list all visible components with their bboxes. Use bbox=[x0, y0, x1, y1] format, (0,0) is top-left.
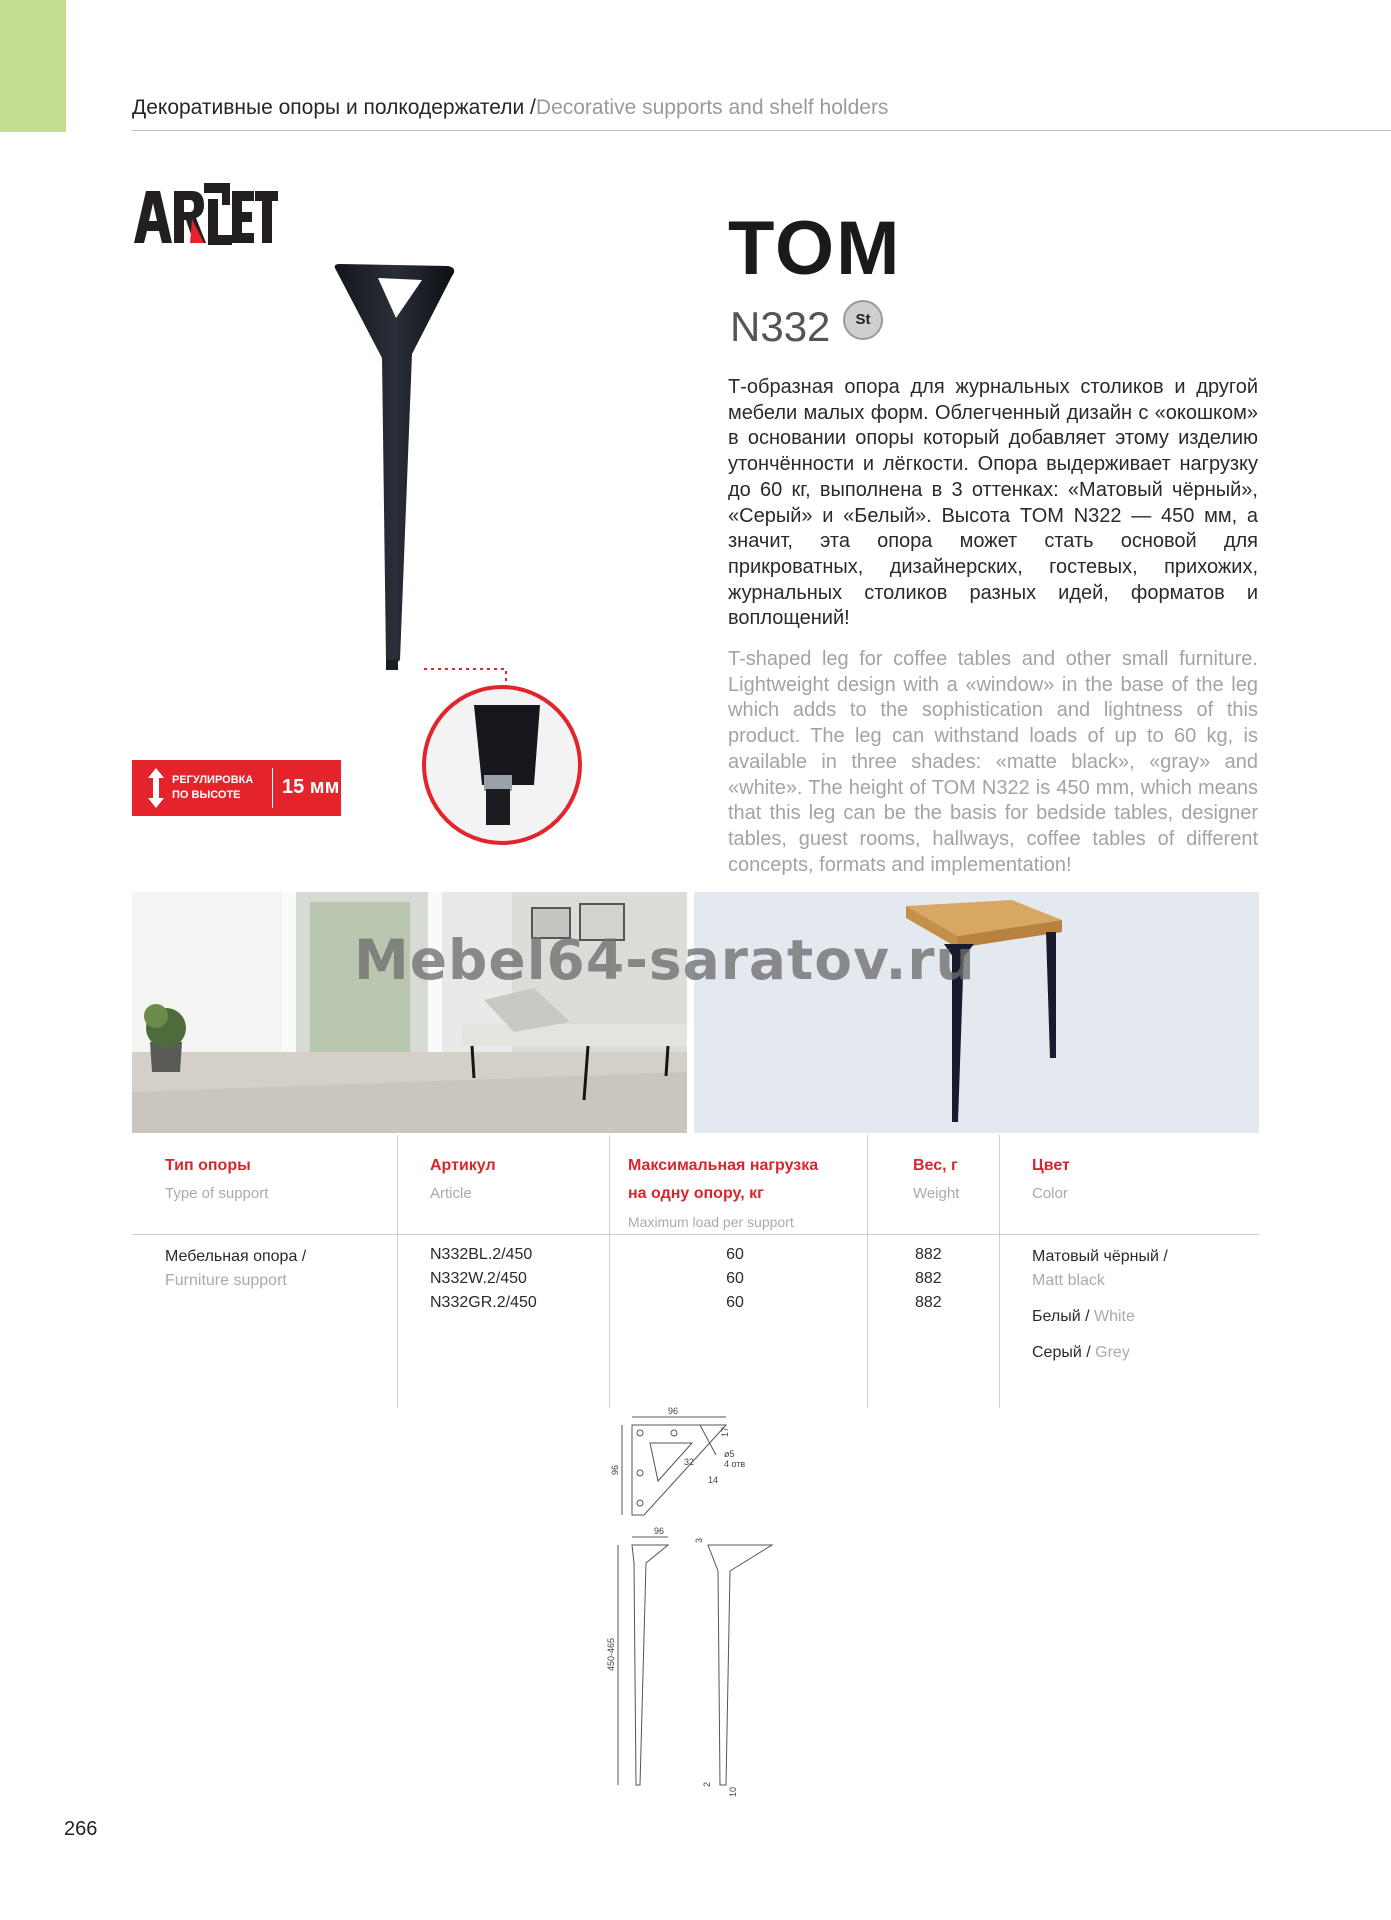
table-column-divider bbox=[999, 1135, 1000, 1408]
cell-colors bbox=[1032, 1245, 1168, 1365]
adjustment-value: 15 мм bbox=[282, 776, 340, 798]
product-title: TOM bbox=[728, 206, 902, 291]
color-grey-ru: Серый / bbox=[1032, 1344, 1091, 1361]
table-row-weight: 882 bbox=[915, 1294, 942, 1311]
table-row-load: 60 bbox=[726, 1294, 744, 1311]
color-grey-en: Grey bbox=[1095, 1344, 1130, 1361]
leveler-detail-image bbox=[422, 665, 582, 852]
up-down-arrow-icon bbox=[148, 768, 164, 808]
steel-badge: St bbox=[843, 300, 883, 340]
adjustment-label-line2: ПО ВЫСОТЕ bbox=[172, 789, 241, 801]
cell-type bbox=[165, 1245, 306, 1293]
adjustment-label-line1: РЕГУЛИРОВКА bbox=[172, 774, 254, 786]
table-row-weight: 882 bbox=[915, 1246, 942, 1263]
watermark: Mebel64-saratov.ru bbox=[354, 928, 976, 992]
color-black-ru: Матовый чёрный / bbox=[1032, 1248, 1168, 1265]
table-row-article: N332GR.2/450 bbox=[430, 1294, 537, 1311]
table-row-article: N332BL.2/450 bbox=[430, 1246, 533, 1263]
dim-foot-2: 2 bbox=[702, 1781, 712, 1787]
description-en: T-shaped leg for coffee tables and other small furniture. Lightweight design with a «window» in the base of the leg which adds to the sophistication and lightness of this product. The leg can withstand loads of up to 60 kg, is available in three shades: «matte black», «gray» and «white». The height of TOM N322 is 450 mm, which means that this leg can be the basis for bedside tables, designer tables, guest rooms, hallways, coffee tables of different concepts, formats and implementation! bbox=[728, 648, 1258, 876]
product-leg-image bbox=[330, 262, 520, 679]
dim-side-width: 96 bbox=[610, 1464, 620, 1475]
th-type-ru: Тип опоры bbox=[165, 1157, 251, 1174]
dim-height: 450-465 bbox=[606, 1637, 616, 1671]
th-weight-ru: Вес, г bbox=[913, 1157, 958, 1174]
dim-gap: 3 bbox=[694, 1537, 704, 1543]
color-white-ru: Белый / bbox=[1032, 1308, 1090, 1325]
dim-14: 14 bbox=[708, 1475, 719, 1485]
dim-17: 17 bbox=[720, 1426, 730, 1437]
th-max-load-ru-2: на одну опору, кг bbox=[628, 1185, 764, 1202]
technical-drawing bbox=[604, 1403, 804, 1808]
cell-type-en: Furniture support bbox=[165, 1272, 287, 1289]
cell-loads bbox=[610, 1243, 860, 1315]
cell-weights bbox=[915, 1243, 942, 1315]
color-white-en: White bbox=[1093, 1308, 1135, 1325]
adjustment-label bbox=[172, 773, 253, 803]
th-max-load-en: Maximum load per support bbox=[628, 1214, 794, 1230]
product-model: N332 bbox=[730, 303, 831, 350]
page-number: 266 bbox=[64, 1818, 98, 1840]
th-color bbox=[1032, 1152, 1070, 1208]
dim-hole: ø5 bbox=[724, 1449, 735, 1459]
dim-front-width: 96 bbox=[654, 1526, 665, 1536]
th-article-en: Article bbox=[430, 1185, 472, 1202]
dim-holes-count: 4 отв bbox=[724, 1459, 746, 1469]
table-row-load: 60 bbox=[726, 1246, 744, 1263]
th-article-ru: Артикул bbox=[430, 1157, 496, 1174]
color-white bbox=[1032, 1305, 1168, 1329]
th-type-en: Type of support bbox=[165, 1185, 269, 1202]
color-grey bbox=[1032, 1341, 1168, 1365]
cell-type-ru: Мебельная опора / bbox=[165, 1248, 307, 1265]
height-adjustment-badge bbox=[132, 760, 341, 816]
th-weight bbox=[913, 1152, 959, 1208]
th-max-load-ru-1: Максимальная нагрузка bbox=[628, 1157, 819, 1174]
table-row-load: 60 bbox=[726, 1270, 744, 1287]
th-type bbox=[165, 1152, 268, 1208]
dim-32: 32 bbox=[684, 1457, 695, 1467]
th-weight-en: Weight bbox=[913, 1185, 960, 1202]
table-column-divider bbox=[397, 1135, 398, 1408]
th-article bbox=[430, 1152, 496, 1208]
artlet-logo bbox=[132, 183, 278, 258]
color-black-en: Matt black bbox=[1032, 1272, 1105, 1289]
description-ru: Т-образная опора для журнальных столиков и другой мебели малых форм. Облегченный дизайн с «окошком» в основании опоры который добавляет этому изделию утончённости и лёгкости. Опора выдерживает нагрузку до 60 кг, выполнена в 3 оттенках: «Матовый чёрный», «Серый» и «Белый». Высота TOM N322 — 450 мм, а значит, эта опора может стать основой для прикроватных, дизайнерских, гостевых, прихожих, журнальных столиков разных идей, форматов и воплощений! bbox=[728, 376, 1258, 630]
section-header bbox=[132, 96, 888, 120]
dim-foot-10: 10 bbox=[728, 1786, 738, 1797]
table-row-article: N332W.2/450 bbox=[430, 1270, 527, 1287]
section-header-ru: Декоративные опоры и полкодержатели / bbox=[132, 96, 536, 119]
th-color-en: Color bbox=[1032, 1185, 1068, 1202]
th-max-load bbox=[628, 1152, 818, 1236]
header-divider bbox=[132, 130, 1391, 131]
table-row-weight: 882 bbox=[915, 1270, 942, 1287]
cell-articles bbox=[430, 1243, 537, 1315]
section-color-tab bbox=[0, 0, 66, 132]
th-color-ru: Цвет bbox=[1032, 1157, 1070, 1174]
table-column-divider bbox=[867, 1135, 868, 1408]
section-header-en: Decorative supports and shelf holders bbox=[535, 96, 889, 119]
dim-top-width: 96 bbox=[668, 1406, 679, 1416]
adjustment-divider bbox=[272, 768, 273, 808]
